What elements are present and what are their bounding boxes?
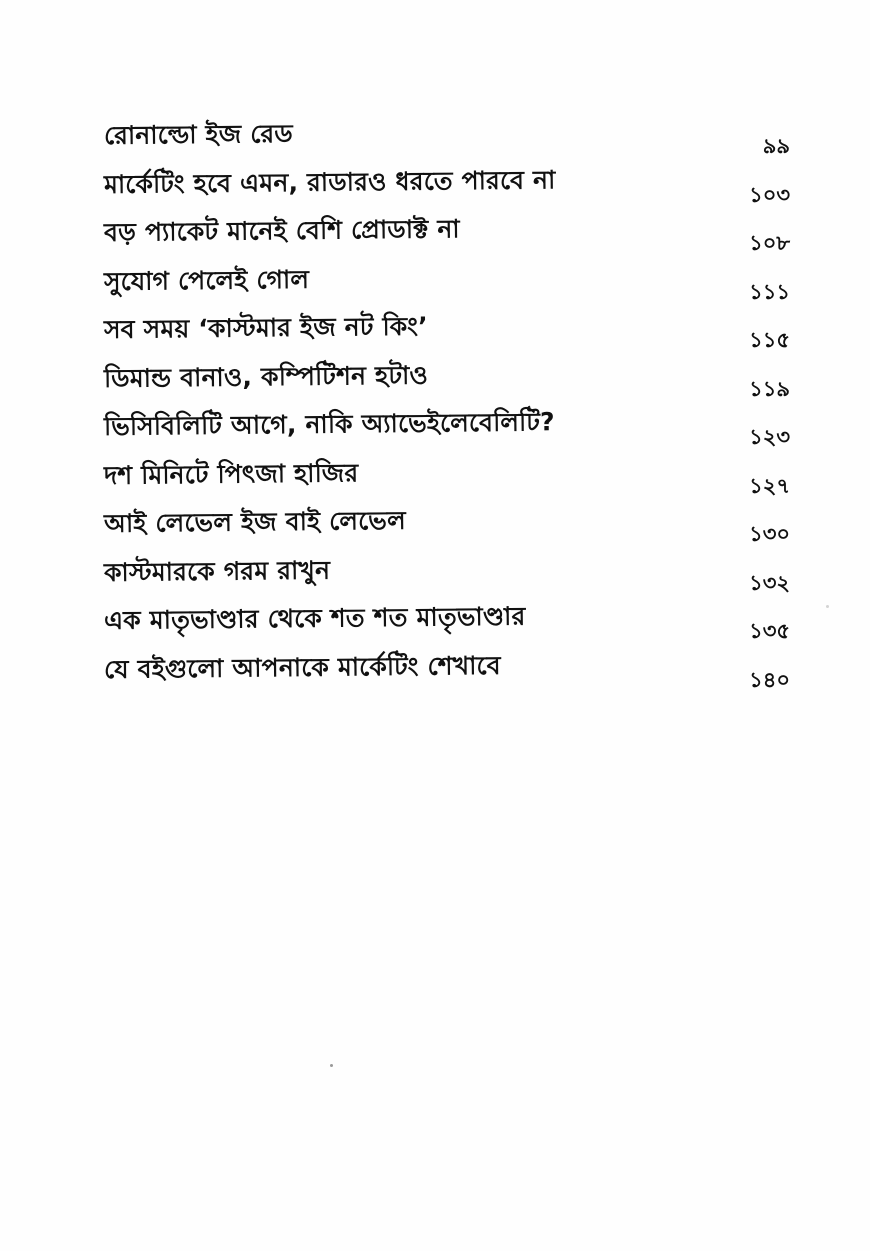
toc-entry-title: ডিমান্ড বানাও, কম্পিটিশন হটাও xyxy=(103,360,429,393)
table-of-contents xyxy=(104,108,804,690)
toc-entry xyxy=(104,496,804,545)
toc-entry-title: রোনাল্ডো ইজ রেড xyxy=(103,119,294,150)
toc-entry-page: ১২৩ xyxy=(749,425,790,449)
toc-entry-title: যে বইগুলো আপনাকে মার্কেটিং শেখাবে xyxy=(103,650,501,684)
toc-entry xyxy=(104,205,804,254)
toc-entry-page: ১১৯ xyxy=(749,376,790,401)
toc-entry-page: ১৪০ xyxy=(749,667,790,692)
toc-entry-page: ১৩০ xyxy=(749,522,790,546)
toc-entry-title: এক মাতৃভাণ্ডার থেকে শত শত মাতৃভাণ্ডার xyxy=(103,601,526,635)
toc-entry-title: সুযোগ পেলেই গোল xyxy=(103,264,310,296)
toc-entry-title: আই লেভেল ইজ বাই লেভেল xyxy=(103,505,406,538)
toc-entry xyxy=(104,108,804,157)
toc-entry-title: দশ মিনিটে পিৎজা হাজির xyxy=(103,457,359,490)
toc-entry-title: বড় প্যাকেট মানেই বেশি প্রোডাক্ট না xyxy=(103,214,460,247)
toc-entry-page: ১২৭ xyxy=(749,473,790,498)
toc-entry-title: কাস্টমারকে গরম রাখুন xyxy=(103,555,331,587)
toc-entry xyxy=(104,254,804,303)
toc-entry xyxy=(104,399,804,448)
toc-entry-page: ১৩২ xyxy=(749,570,790,595)
paper-speck xyxy=(826,605,829,608)
toc-entry-title: ভিসিবিলিটি আগে, নাকি অ্যাভেইলেবেলিটি? xyxy=(103,407,555,441)
toc-entry xyxy=(104,642,804,691)
toc-entry-page: ১৩৫ xyxy=(749,619,790,643)
toc-entry xyxy=(104,302,804,351)
paper-speck xyxy=(330,1064,333,1067)
toc-entry xyxy=(104,351,804,400)
toc-entry xyxy=(104,157,804,206)
toc-entry-page: ১০৮ xyxy=(749,231,790,255)
toc-entry-title: মার্কেটিং হবে এমন, রাডারও ধরতে পারবে না xyxy=(103,164,556,199)
toc-entry xyxy=(104,545,804,594)
toc-entry-page: ৯৯ xyxy=(762,134,790,158)
toc-entry xyxy=(104,448,804,497)
toc-entry-page: ১১১ xyxy=(749,279,790,304)
toc-entry-title: সব সময় ‘কাস্টমার ইজ নট কিং’ xyxy=(103,311,429,344)
toc-entry xyxy=(104,593,804,642)
toc-entry-page: ১১৫ xyxy=(749,328,790,352)
toc-entry-page: ১০৩ xyxy=(749,182,790,207)
